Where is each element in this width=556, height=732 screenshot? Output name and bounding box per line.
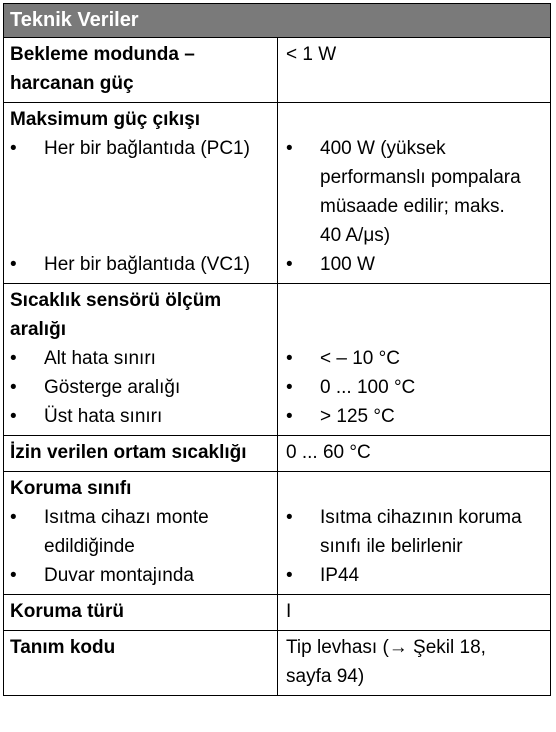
technical-data-table (3, 3, 551, 696)
ambient-temp-value: 0 ... 60 °C (286, 442, 371, 463)
list-item (286, 373, 550, 402)
bullet-icon: • (286, 377, 293, 398)
table-row-standby (4, 38, 550, 103)
bullet-icon: • (286, 348, 293, 369)
wall-mount-label: Duvar montajında (44, 565, 194, 586)
bullet-icon: • (286, 565, 293, 586)
list-item (286, 344, 550, 373)
bullet-icon: • (10, 406, 17, 427)
upper-limit-value: > 125 °C (320, 406, 395, 427)
list-item (10, 250, 277, 279)
table-row-sensor-range (4, 284, 550, 436)
list-item (286, 250, 550, 279)
bullet-icon: • (10, 138, 17, 159)
upper-limit-label: Üst hata sınırı (44, 406, 163, 427)
bullet-icon: • (10, 507, 17, 528)
pc1-value-line3: müsaade edilir; maks. (320, 196, 505, 217)
id-code-value-line1: Tip levhası (→ Şekil 18, (286, 637, 486, 658)
lower-limit-label: Alt hata sınırı (44, 348, 156, 369)
list-item (10, 503, 277, 561)
pc1-value-line2: performanslı pompalara (320, 167, 521, 188)
heater-mounted-label-line1: Isıtma cihazı monte (44, 507, 209, 528)
bullet-icon: • (10, 565, 17, 586)
bullet-icon: • (286, 138, 293, 159)
vc1-value: 100 W (320, 254, 375, 275)
standby-label-line2: harcanan güç (10, 73, 134, 94)
heater-mounted-label-line2: edildiğinde (44, 536, 135, 557)
protection-type-label: Koruma türü (10, 601, 124, 622)
max-power-label: Maksimum güç çıkışı (10, 109, 201, 130)
lower-limit-value: < – 10 °C (320, 348, 400, 369)
table-row-protection-type (4, 595, 550, 631)
pc1-label: Her bir bağlantıda (PC1) (44, 138, 250, 159)
id-code-label: Tanım kodu (10, 637, 116, 658)
bullet-icon: • (10, 377, 17, 398)
protection-class-label: Koruma sınıfı (10, 478, 132, 499)
pc1-value-line4: 40 A/μs) (320, 225, 391, 246)
list-item (10, 344, 277, 373)
table-row-max-power (4, 103, 550, 284)
standby-label-line1: Bekleme modunda – (10, 44, 195, 65)
protection-type-value: I (286, 601, 292, 622)
list-item (10, 561, 277, 590)
bullet-icon: • (286, 406, 293, 427)
standby-value: < 1 W (286, 44, 337, 65)
bullet-icon: • (10, 254, 17, 275)
table-header: Teknik Veriler (4, 4, 550, 38)
table-row-id-code (4, 631, 550, 695)
wall-mount-value: IP44 (320, 565, 360, 586)
bullet-icon: • (286, 254, 293, 275)
heater-mounted-value-line2: sınıfı ile belirlenir (320, 536, 463, 557)
display-range-value: 0 ... 100 °C (320, 377, 416, 398)
table-row-ambient-temp (4, 436, 550, 472)
ambient-temp-label: İzin verilen ortam sıcaklığı (10, 442, 247, 463)
sensor-label-line1: Sıcaklık sensörü ölçüm (10, 290, 222, 311)
bullet-icon: • (10, 348, 17, 369)
list-item (10, 373, 277, 402)
list-item (10, 402, 277, 431)
list-item (286, 402, 550, 431)
pc1-value-line1: 400 W (yüksek (320, 138, 446, 159)
display-range-label: Gösterge aralığı (44, 377, 181, 398)
vc1-label: Her bir bağlantıda (VC1) (44, 254, 250, 275)
sensor-label-line2: aralığı (10, 319, 66, 340)
bullet-icon: • (286, 507, 293, 528)
list-item (286, 561, 550, 590)
list-item (10, 134, 277, 163)
table-row-protection-class (4, 472, 550, 595)
heater-mounted-value-line1: Isıtma cihazının koruma (320, 507, 522, 528)
id-code-value-line2: sayfa 94) (286, 666, 365, 687)
list-item (286, 134, 550, 250)
list-item (286, 503, 550, 561)
